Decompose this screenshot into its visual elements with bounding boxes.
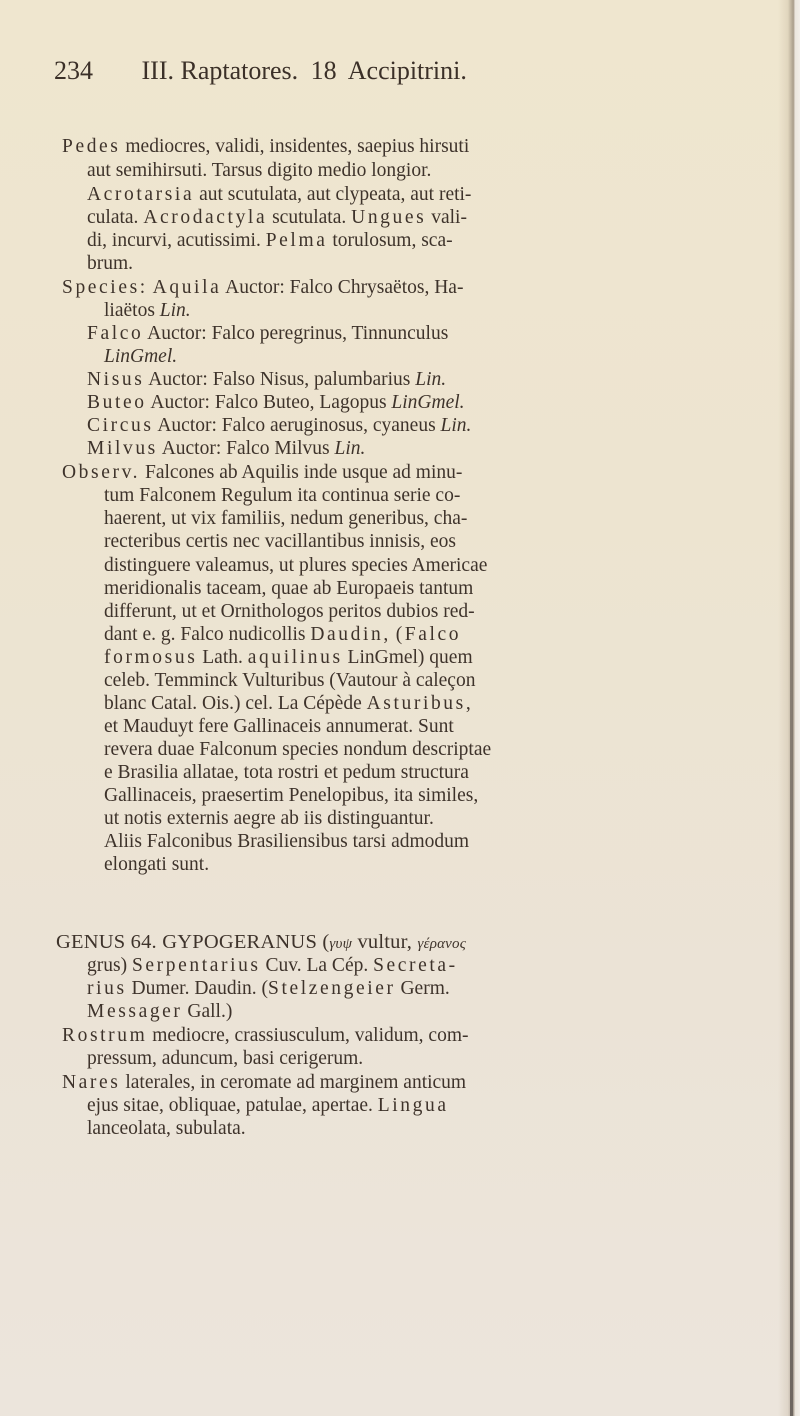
pedes-line-5: di, incurvi, acutissimi. Pelma torulosum, sca- (87, 230, 453, 251)
family-number: 18 (310, 56, 337, 85)
species-line-aquila: Species: Aquila Auctor: Falco Chrysaëtos, Ha- (62, 277, 464, 298)
term-ungues: Ungues (351, 207, 427, 228)
term-species: Species: (62, 277, 148, 298)
species-line-nisus: Nisus Auctor: Falso Nisus, palumbarius Lin. (87, 369, 447, 390)
genus-line-4: Messager Gall.) (87, 1001, 233, 1022)
pedes-line-1: Pedes mediocres, validi, insidentes, saepius hirsuti (62, 136, 470, 157)
pedes-line-3: Acrotarsia aut scutulata, aut clypeata, aut reti- (87, 184, 472, 205)
species-line-falco-cont: LinGmel. (104, 346, 178, 367)
rostrum-line-2: pressum, aduncum, basi cerigerum. (87, 1048, 364, 1069)
term-pedes: Pedes (62, 136, 121, 157)
term-acrodactyla: Acrodactyla (143, 207, 268, 228)
species-line-buteo: Buteo Auctor: Falco Buteo, Lagopus LinGmel. (87, 392, 465, 413)
species-line-falco: Falco Auctor: Falco peregrinus, Tinnunculus (87, 323, 449, 344)
page-edge-line (790, 300, 793, 1416)
genus-buteo: Buteo (87, 392, 147, 413)
observ-line-15: Gallinaceis, praesertim Penelopibus, ita similes, (104, 785, 479, 806)
rostrum-line-1: Rostrum mediocre, crassiusculum, validum, com- (62, 1025, 469, 1046)
genus-nisus: Nisus (87, 369, 145, 390)
species-line-milvus: Milvus Auctor: Falco Milvus Lin. (87, 438, 366, 459)
family-title: Accipitrini. (347, 56, 467, 85)
observ-line-18: elongati sunt. (104, 854, 210, 875)
term-lingua: Lingua (377, 1095, 449, 1116)
observ-line-10: celeb. Temminck Vulturibus (Vautour à caleçon (104, 670, 476, 691)
observ-line-5: distinguere valeamus, ut plures species Americae (104, 555, 488, 576)
pedes-line-6: brum. (87, 253, 134, 274)
genus-line-2: grus) Serpentarius Cuv. La Cép. Secreta- (87, 955, 458, 976)
genus-milvus: Milvus (87, 438, 158, 459)
species-line-aquila-cont: liaëtos Lin. (104, 300, 191, 321)
observ-line-11: blanc Catal. Ois.) cel. La Cépède Asturibus, (104, 693, 474, 714)
observ-line-16: ut notis externis aegre ab iis distinguantur. (104, 808, 434, 829)
nares-line-2: ejus sitae, obliquae, patulae, apertae. Lingua (87, 1095, 449, 1116)
observ-line-6: meridionalis taceam, quae ab Europaeis tantum (104, 578, 474, 599)
genus-heading: GENUS 64. GYPOGERANUS (γυψ vultur, γέρανος (56, 931, 467, 953)
term-acrotarsia: Acrotarsia (87, 184, 195, 205)
term-nares: Nares (62, 1072, 121, 1093)
observ-line-8: dant e. g. Falco nudicollis Daudin, (Falco (104, 624, 462, 645)
species-line-circus: Circus Auctor: Falco aeruginosus, cyaneus Lin. (87, 415, 472, 436)
page-edge-shadow (778, 0, 800, 1416)
greek-geranos: γέρανος (417, 936, 467, 952)
observ-line-4: recteribus certis nec vacillantibus innisis, eos (104, 531, 456, 552)
running-head (54, 56, 467, 86)
greek-gyps: γυψ (329, 936, 353, 952)
observ-line-14: e Brasilia allatae, tota rostri et pedum structura (104, 762, 469, 783)
pedes-line-4: culata. Acrodactyla scutulata. Ungues vali- (87, 207, 467, 228)
observ-line-3: haerent, ut vix familiis, nedum generibus, cha- (104, 508, 468, 529)
term-rostrum: Rostrum (62, 1025, 148, 1046)
observ-line-7: differunt, ut et Ornithologos peritos dubios red- (104, 601, 475, 622)
genus-aquila: Aquila (152, 277, 222, 298)
term-pelma: Pelma (265, 230, 328, 251)
observ-line-9: formosus Lath. aquilinus LinGmel) quem (104, 647, 473, 668)
term-observ: Observ. (62, 462, 141, 483)
observ-line-12: et Mauduyt fere Gallinaceis annumerat. Sunt (104, 716, 454, 737)
pedes-line-2: aut semihirsuti. Tarsus digito medio longior. (87, 160, 432, 181)
lingua-line: lanceolata, subulata. (87, 1118, 246, 1139)
observ-line-2: tum Falconem Regulum ita continua serie co- (104, 485, 461, 506)
order-title: III. Raptatores. (141, 56, 299, 85)
nares-line-1: Nares laterales, in ceromate ad marginem anticum (62, 1072, 467, 1093)
observ-line-1: Observ. Falcones ab Aquilis inde usque ad minu- (62, 462, 463, 483)
genus-circus: Circus (87, 415, 154, 436)
page-number: 234 (54, 56, 93, 85)
genus-falco: Falco (87, 323, 144, 344)
observ-line-17: Aliis Falconibus Brasiliensibus tarsi admodum (104, 831, 470, 852)
genus-title: GENUS 64. GYPOGERANUS (56, 931, 318, 953)
genus-line-3: rius Dumer. Daudin. (Stelzengeier Germ. (87, 978, 450, 999)
observ-line-13: revera duae Falconum species nondum descriptae (104, 739, 492, 760)
